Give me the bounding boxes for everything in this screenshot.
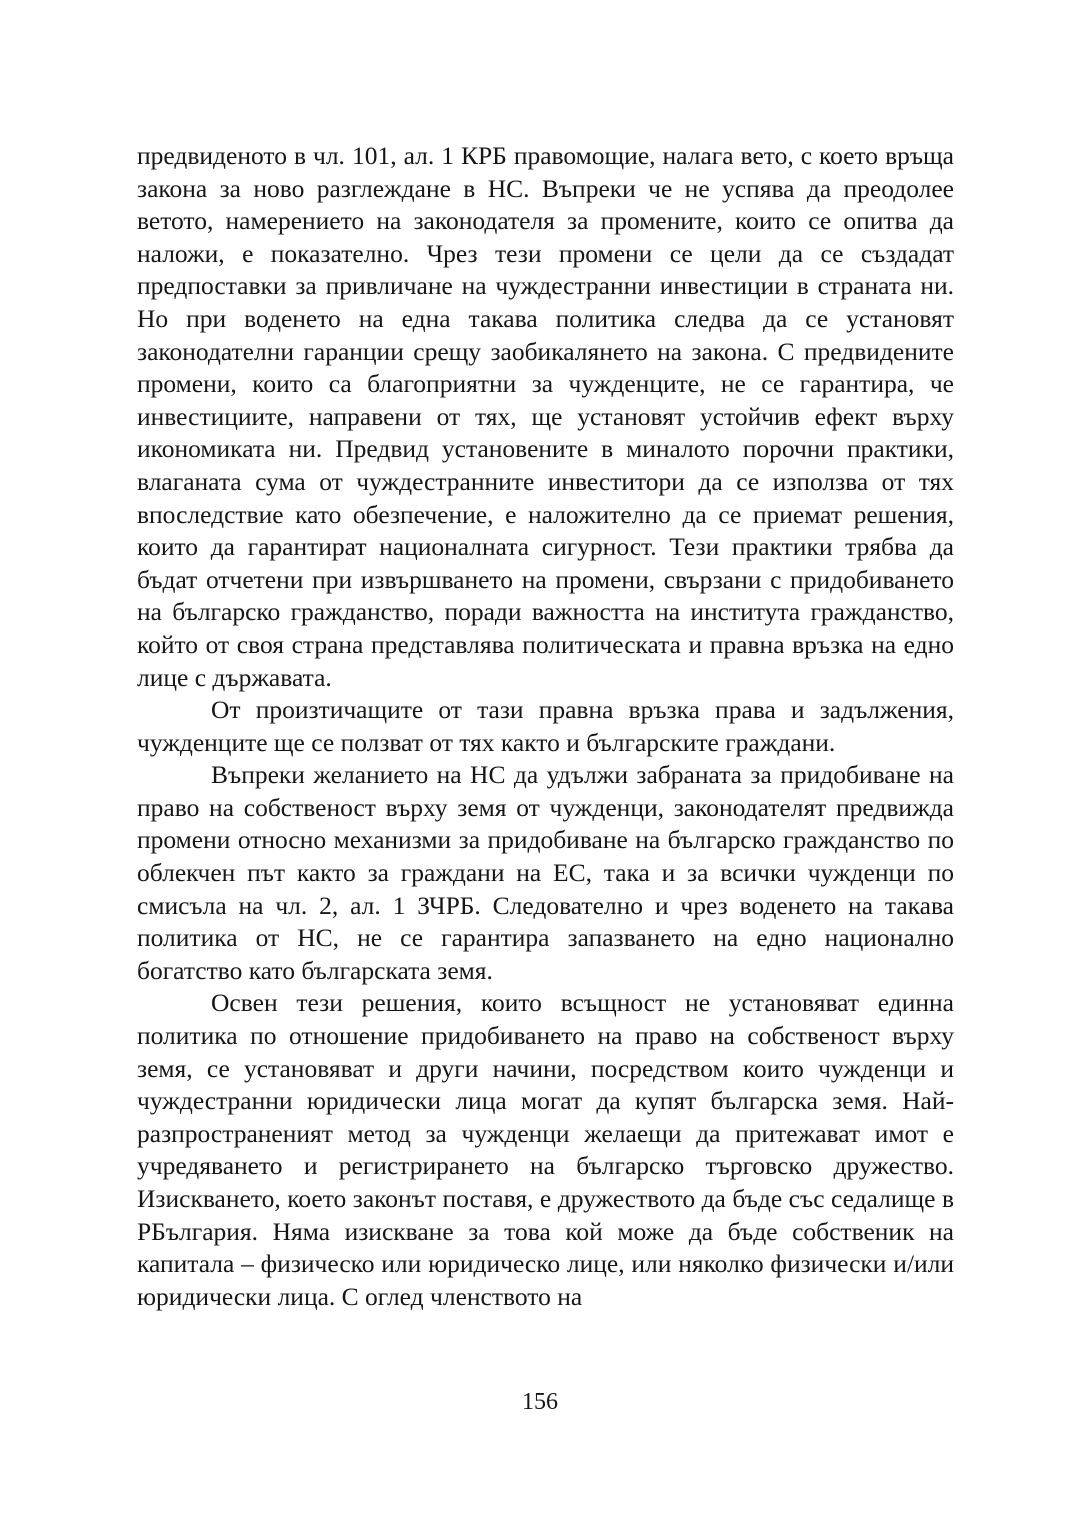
body-text <box>137 140 954 1313</box>
paragraph-2: От произтичащите от тази правна връзка права и задължения, чужденците ще се ползват от тях както и българските граждани. <box>137 695 954 757</box>
paragraph-1: предвиденото в чл. 101, ал. 1 КРБ правомощие, налага вето, с което връща закона за ново разглеждане в НС. Въпреки че не успява да преодолее ветото, намерението на законодателя за промените, които се опитва да наложи, е показателно. Чрез тези промени се цели да се създадат предпоставки за привличане на чуждестранни инвестиции в страната ни. Но при воденето на една такава политика следва да се установят законодателни гаранции срещу заобикалянето на закона. С предвидените промени, които са благоприятни за чужденците, не се гарантира, че инвестициите, направени от тях, ще установят устойчив ефект върху икономиката ни. Предвид установените в миналото порочни практики, влаганата сума от чуждестранните инвеститори да се използва от тях впоследствие като обезпечение, е наложително да се приемат решения, които да гарантират националната сигурност. Тези практики трябва да бъдат отчетени при извършването на промени, свързани с придобиването на българско гражданство, поради важността на института гражданство, който от своя страна представлява политическата и правна връзка на едно лице с държавата. <box>137 141 954 692</box>
page-number: 156 <box>522 1389 558 1415</box>
paragraph-4: Освен тези решения, които всъщност не установяват единна политика по отношение придобиването на право на собственост върху земя, се установяват и други начини, посредством които чужденци и чуждестранни юридически лица могат да купят българска земя. Най-разпространеният метод за чужденци желаещи да притежават имот е учредяването и регистрирането на българско търговско дружество. Изискването, което законът поставя, е дружеството да бъде със седалище в РБългария. Няма изискване за това кой може да бъде собственик на капитала – физическо или юридическо лице, или няколко физически и/или юридически лица. С оглед членството на <box>137 988 954 1311</box>
paragraph-3: Въпреки желанието на НС да удължи забраната за придобиване на право на собственост върху земя от чужденци, законодателят предвижда промени относно механизми за придобиване на българско гражданство по облекчен път както за граждани на ЕС, така и за всички чужденци по смисъла на чл. 2, ал. 1 ЗЧРБ. Следователно и чрез воденето на такава политика от НС, не се гарантира запазването на едно национално богатство като българската земя. <box>137 760 954 985</box>
